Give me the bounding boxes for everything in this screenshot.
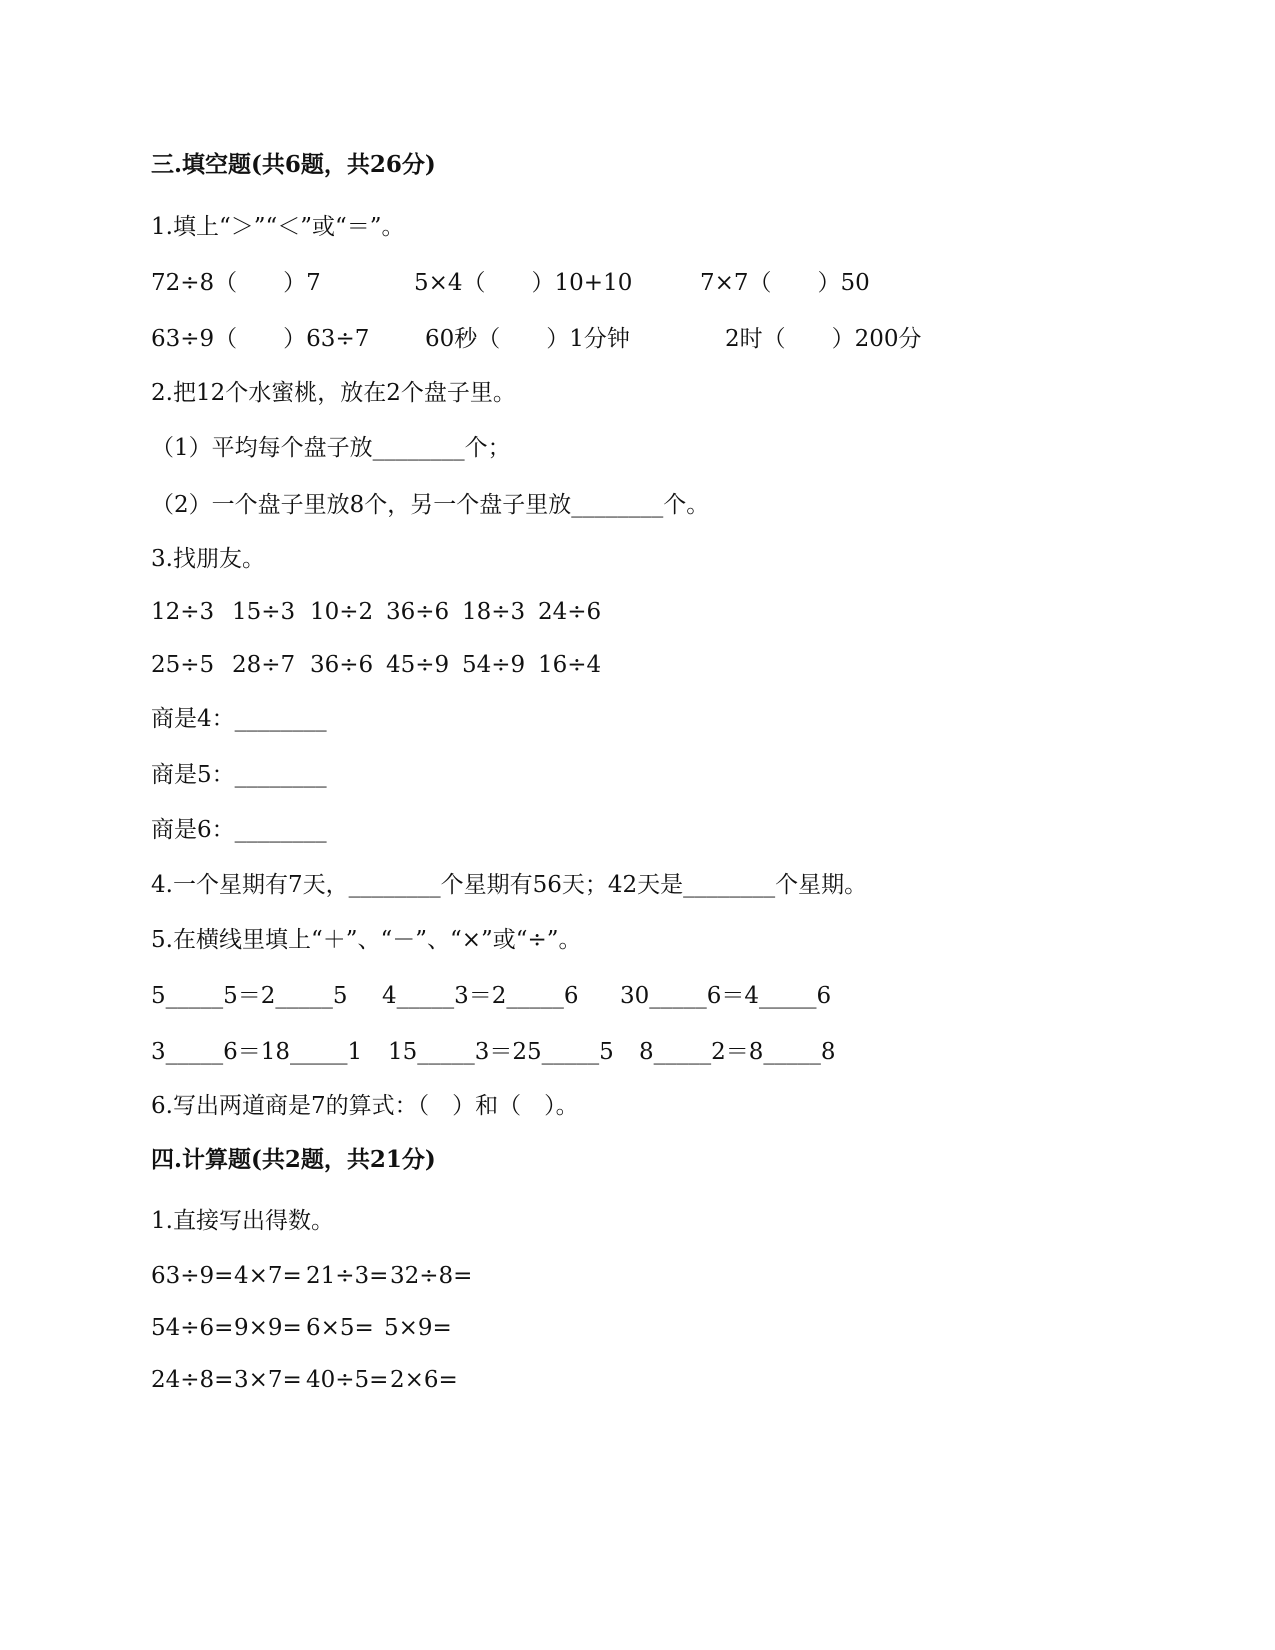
calc-item: 5×9= xyxy=(384,1315,452,1341)
operator-item: 3_____6＝18_____1 xyxy=(151,1039,363,1065)
calc-item: 4×7= xyxy=(234,1263,302,1289)
quotient-4-answer: 商是4：________ xyxy=(151,706,327,732)
compare-item: 63÷9（ ）63÷7 xyxy=(151,326,370,352)
compare-item: 72÷8（ ）7 xyxy=(151,270,321,296)
division-item: 25÷5 xyxy=(151,652,215,678)
compare-item: 60秒（ ）1分钟 xyxy=(425,326,630,352)
quotient-5-answer: 商是5：________ xyxy=(151,762,327,788)
calc-item: 3×7= xyxy=(234,1367,302,1393)
compare-item: 2时（ ）200分 xyxy=(725,326,922,352)
division-item: 36÷6 xyxy=(310,652,374,678)
calc-item: 63÷9= xyxy=(151,1263,234,1289)
calc-item: 9×9= xyxy=(234,1315,302,1341)
compare-item: 5×4（ ）10+10 xyxy=(414,270,633,296)
section-4-heading: 四.计算题(共2题，共21分) xyxy=(151,1146,436,1173)
operator-item: 4_____3＝2_____6 xyxy=(382,983,579,1009)
question-4-1-text: 1.直接写出得数。 xyxy=(151,1208,334,1234)
calc-item: 32÷8= xyxy=(390,1263,473,1289)
division-item: 28÷7 xyxy=(232,652,296,678)
division-item: 10÷2 xyxy=(310,599,374,625)
calc-item: 54÷6= xyxy=(151,1315,234,1341)
division-item: 36÷6 xyxy=(386,599,450,625)
division-item: 54÷9 xyxy=(462,652,526,678)
division-item: 24÷6 xyxy=(538,599,602,625)
calc-item: 40÷5= xyxy=(306,1367,389,1393)
calc-item: 2×6= xyxy=(390,1367,458,1393)
division-item: 45÷9 xyxy=(386,652,450,678)
division-item: 12÷3 xyxy=(151,599,215,625)
division-item: 16÷4 xyxy=(538,652,602,678)
calc-item: 21÷3= xyxy=(306,1263,389,1289)
calc-item: 6×5= xyxy=(306,1315,374,1341)
question-3-1-text: 1.填上“＞”“＜”或“＝”。 xyxy=(151,214,405,240)
operator-item: 8_____2＝8_____8 xyxy=(639,1039,836,1065)
section-3-heading: 三.填空题(共6题，共26分) xyxy=(151,151,436,178)
question-3-4-text: 4.一个星期有7天，________个星期有56天；42天是________个星期。 xyxy=(151,872,868,898)
question-3-2-sub-2: （2）一个盘子里放8个，另一个盘子里放________个。 xyxy=(151,492,710,518)
question-3-6-text: 6.写出两道商是7的算式：（ ）和（ ）。 xyxy=(151,1093,579,1119)
division-item: 18÷3 xyxy=(462,599,526,625)
operator-item: 30_____6＝4_____6 xyxy=(620,983,832,1009)
question-3-5-text: 5.在横线里填上“＋”、“－”、“×”或“÷”。 xyxy=(151,927,582,953)
operator-item: 15_____3＝25_____5 xyxy=(388,1039,614,1065)
question-3-2-sub-1: （1）平均每个盘子放________个； xyxy=(151,435,511,461)
division-item: 15÷3 xyxy=(232,599,296,625)
operator-item: 5_____5＝2_____5 xyxy=(151,983,348,1009)
quotient-6-answer: 商是6：________ xyxy=(151,817,327,843)
question-3-3-text: 3.找朋友。 xyxy=(151,546,265,572)
question-3-2-text: 2.把12个水蜜桃，放在2个盘子里。 xyxy=(151,380,516,406)
compare-item: 7×7（ ）50 xyxy=(700,270,870,296)
calc-item: 24÷8= xyxy=(151,1367,234,1393)
